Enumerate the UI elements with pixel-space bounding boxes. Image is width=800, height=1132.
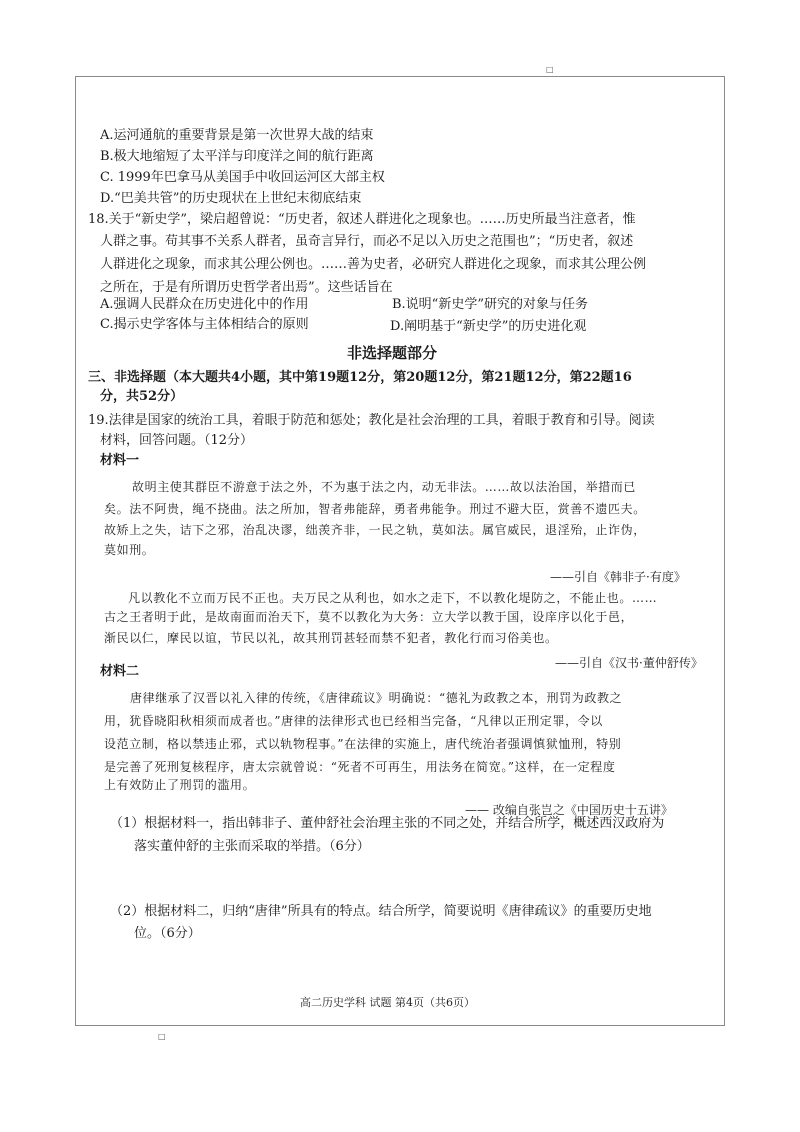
material-1-source-2: ——引自《汉书·董仲舒传》 <box>555 656 703 670</box>
q19-stem-line: 材料，回答问题。（12分） <box>100 433 254 448</box>
q18-option-a: A.强调人民群众在历史进化中的作用 <box>100 297 309 312</box>
material-2-text-line: 唐律继承了汉晋以礼入律的传统，《唐律疏议》明确说：“德礼为政教之本，刑罚为政教之 <box>130 691 623 705</box>
material-1-text-line: 凡以教化不立而万民不正也。夫万民之从利也，如水之走下，不以教化堤防之，不能止也。…… <box>128 591 658 605</box>
q19-sub2-line: （2）根据材料二，归纳“唐律”所具有的特点。结合所学，简要说明《唐律疏议》的重要历史地 <box>110 904 652 919</box>
material-2-text-line: 用，犹昏晓阳秋相须而成者也。”唐律的法律形式也已经相当完备，“凡律以正刑定罪，令以 <box>104 714 603 728</box>
q19-sub1-line: （1）根据材料一，指出韩非子、董仲舒社会治理主张的不同之处，并结合所学，概述西汉政府为 <box>110 816 665 831</box>
q19-stem-line: 19.法律是国家的统治工具，着眼于防范和惩处；教化是社会治理的工具，着眼于教育和引导。阅读 <box>88 413 655 428</box>
page-footer: 高二历史学科 试题 第4页（共6页） <box>300 996 475 1009</box>
material-1-text-line: 矣。法不阿贵，绳不挠曲。法之所加，智者弗能辞，勇者弗能争。刑过不避大臣，赏善不遗匹夫。 <box>104 502 646 516</box>
section-header-line: 三、非选择题（本大题共4小题，其中第19题12分，第20题12分，第21题12分，第22题16 <box>88 370 632 385</box>
q18-stem-line: 人群之事。苟其事不关系人群者，虽奇言异行，而必不足以入历史之范围也”；“历史者，叙述 <box>100 234 634 249</box>
q19-sub2-line: 位。（6分） <box>134 926 201 941</box>
section-header-line: 分，共52分） <box>100 389 184 404</box>
q17-option-b: B.极大地缩短了太平洋与印度洋之间的航行距离 <box>100 149 374 164</box>
q18-option-c: C.揭示史学客体与主体相结合的原则 <box>100 317 309 332</box>
q17-option-c: C. 1999年巴拿马从美国手中收回运河区大部主权 <box>100 170 385 185</box>
top-corner-mark: □ <box>546 65 554 74</box>
q18-stem-line: 18.关于“新史学”，梁启超曾说：“历史者，叙述人群进化之现象也。……历史所最当注意者，惟 <box>88 212 636 227</box>
q18-stem-line: 人群进化之现象，而求其公理公例也。……善为史者，必研究人群进化之现象，而求其公理公例 <box>100 257 647 272</box>
q18-option-b: B.说明“新史学”研究的对象与任务 <box>392 297 588 312</box>
material-1-text-line: 莫如刑。 <box>104 543 155 557</box>
material-1-source-1: ——引自《韩非子·有度》 <box>550 570 686 584</box>
material-1-text-line: 故明主使其群臣不游意于法之外，不为惠于法之内，动无非法。……故以法治国，举措而已 <box>132 480 637 494</box>
q18-option-d: D.阐明基于“新史学”的历史进化观 <box>390 319 587 334</box>
material-1-text-line: 古之王者明于此，是故南面而治天下，莫不以教化为大务：立大学以教于国，设庠序以化于邑， <box>104 610 634 624</box>
q17-option-d: D.“巴美共管”的历史现状在上世纪末彻底结束 <box>100 191 362 206</box>
material-2-label: 材料二 <box>100 664 140 679</box>
material-2-text-line: 是完善了死刑复核程序，唐太宗就曾说：“死者不可再生，用法务在简宽。”这样，在一定程度 <box>104 760 616 774</box>
q18-stem-line: 之所在，于是有所谓历史哲学者出焉”。这些话旨在 <box>100 280 393 295</box>
material-1-text-line: 故矫上之失，诘下之邪，治乱决谬，绌羡齐非，一民之轨，莫如法。属官威民，退淫殆，止诈伪， <box>104 523 646 537</box>
material-2-source: —— 改编自张岂之《中国历史十五讲》 <box>465 803 673 817</box>
q19-sub1-line: 落实董仲舒的主张而采取的举措。（6分） <box>134 839 370 854</box>
material-1-label: 材料一 <box>100 453 140 468</box>
q17-option-a: A.运河通航的重要背景是第一次世界大战的结束 <box>100 128 374 143</box>
material-2-text-line: 上有效防止了刑罚的滥用。 <box>104 778 256 792</box>
part-title: 非选择题部分 <box>347 344 438 362</box>
bottom-corner-mark: □ <box>158 1032 166 1041</box>
material-2-text-line: 设范立制，格以禁违止邪，式以轨物程事。”在法律的实施上，唐代统治者强调慎狱恤刑，特别 <box>104 737 622 751</box>
material-1-text-line: 渐民以仁，摩民以谊，节民以礼，故其刑罚甚轻而禁不犯者，教化行而习俗美也。 <box>104 631 558 645</box>
